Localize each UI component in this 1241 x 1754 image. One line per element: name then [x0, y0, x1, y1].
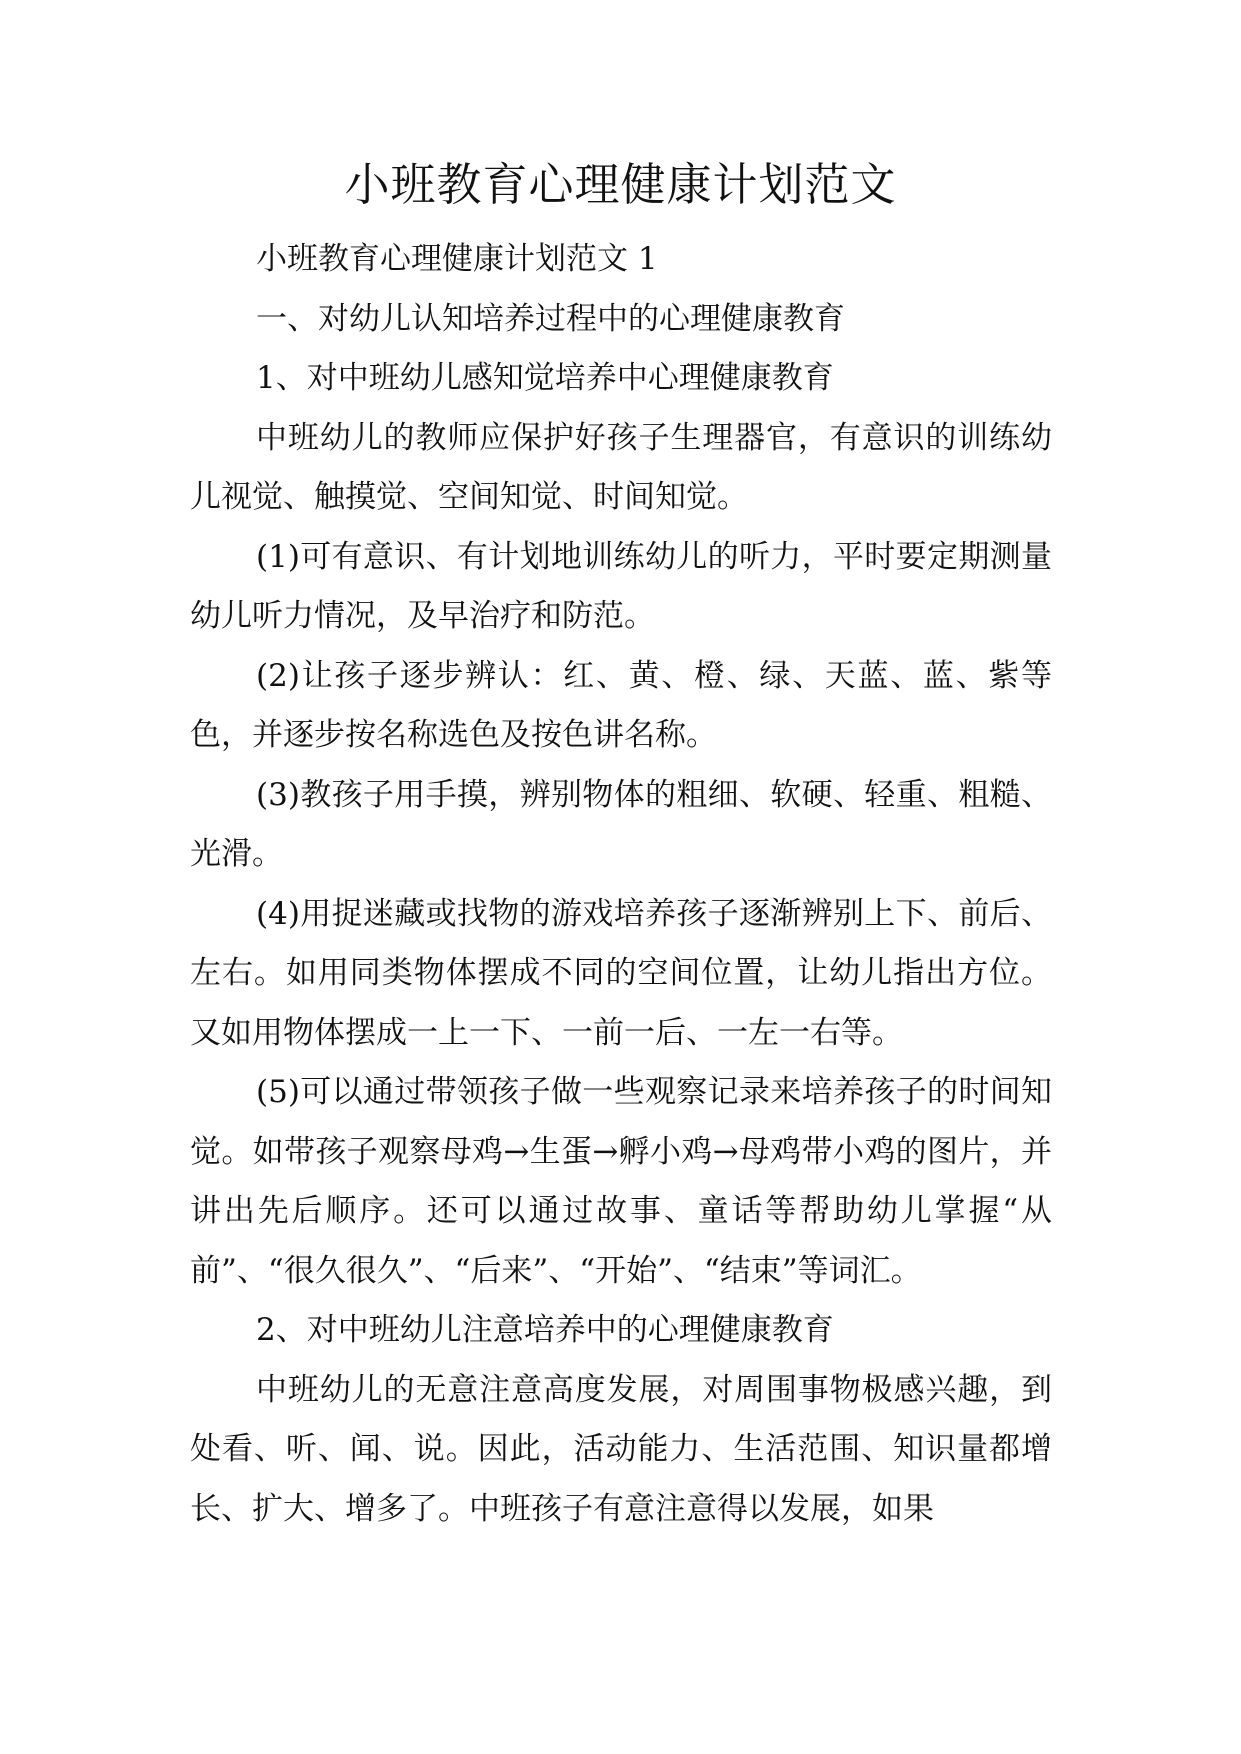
paragraph-item-4: (4)用捉迷藏或找物的游戏培养孩子逐渐辨别上下、前后、左右。如用同类物体摆成不同的空间位置，让幼儿指出方位。又如用物体摆成一上一下、一前一后、一左一右等。: [190, 895, 1052, 1051]
document-body: [190, 230, 1052, 1539]
paragraph-item-1: (1)可有意识、有计划地训练幼儿的听力，平时要定期测量幼儿听力情况，及早治疗和防范。: [190, 538, 1052, 634]
paragraph-item-5: (5)可以通过带领孩子做一些观察记录来培养孩子的时间知觉。如带孩子观察母鸡→生蛋→孵小鸡→母鸡带小鸡的图片，并讲出先后顺序。还可以通过故事、童话等帮助幼儿掌握“从前”、“很久很久”、“后来”、“开始”、“结束”等词汇。: [190, 1074, 1052, 1289]
paragraph-item-3: (3)教孩子用手摸，辨别物体的粗细、软硬、轻重、粗糙、光滑。: [190, 776, 1052, 872]
paragraph-subtitle: 小班教育心理健康计划范文 1: [256, 241, 658, 277]
paragraph-subheading-1: 1、对中班幼儿感知觉培养中心理健康教育: [256, 360, 834, 396]
paragraph: 中班幼儿的教师应保护好孩子生理器官，有意识的训练幼儿视觉、触摸觉、空间知觉、时间知觉。: [190, 419, 1052, 515]
document-title: 小班教育心理健康计划范文: [344, 158, 897, 211]
paragraph: 中班幼儿的无意注意高度发展，对周围事物极感兴趣，到处看、听、闻、说。因此，活动能力、生活范围、知识量都增长、扩大、增多了。中班孩子有意注意得以发展，如果: [190, 1371, 1052, 1527]
paragraph-section-heading: 一、对幼儿认知培养过程中的心理健康教育: [256, 300, 845, 337]
paragraph-subheading-2: 2、对中班幼儿注意培养中的心理健康教育: [256, 1312, 834, 1348]
paragraph-item-2: (2)让孩子逐步辨认：红、黄、橙、绿、天蓝、蓝、紫等色，并逐步按名称选色及按色讲名称。: [190, 657, 1052, 753]
